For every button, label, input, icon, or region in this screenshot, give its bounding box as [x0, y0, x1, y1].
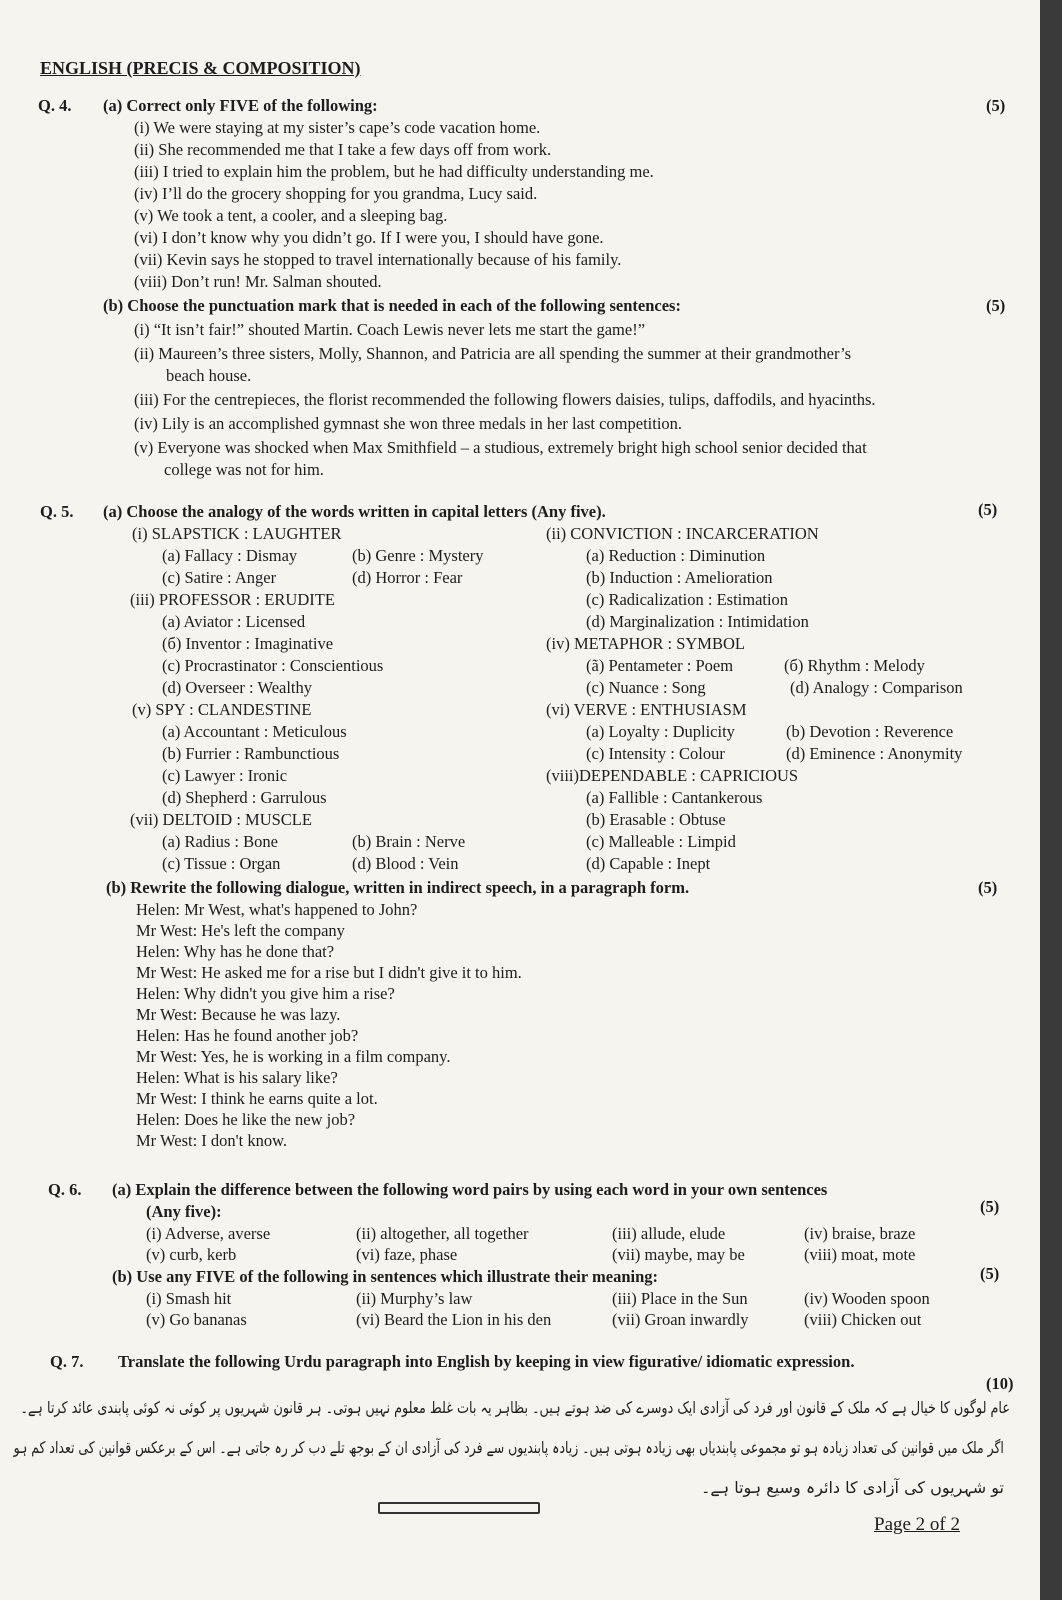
q5a-marks: (5) [978, 500, 998, 519]
q4a-item-4: (iv) I’ll do the grocery shopping for you grandma, Lucy said. [134, 184, 538, 203]
q4b-item-2: (ii) Maureen’s three sisters, Molly, Shannon, and Patricia are all spending the summer at their grandmother’s [134, 344, 852, 363]
analogy-6-b: (b) Devotion : Reverence [786, 722, 954, 741]
analogy-4-stem: (iv) METAPHOR : SYMBOL [546, 634, 745, 653]
analogy-5-c: (c) Lawyer : Ironic [162, 766, 288, 785]
analogy-6-stem: (vi) VERVE : ENTHUSIASM [546, 700, 747, 719]
analogy-8-a: (a) Fallible : Cantankerous [586, 788, 763, 807]
q5b-heading: (b) Rewrite the following dialogue, written in indirect speech, in a paragraph form. [106, 878, 690, 897]
q6-number: Q. 6. [48, 1180, 82, 1199]
analogy-8-c: (c) Malleable : Limpid [586, 832, 736, 851]
q6a-heading-cont: (Any five): [146, 1202, 222, 1221]
analogy-2-stem: (ii) CONVICTION : INCARCERATION [546, 524, 819, 543]
q5-number: Q. 5. [40, 502, 74, 521]
dialogue-line-7: Helen: Has he found another job? [136, 1026, 359, 1045]
analogy-1-d: (d) Horror : Fear [352, 568, 463, 587]
dialogue-line-6: Mr West: Because he was lazy. [136, 1005, 341, 1024]
word-pair-1: (i) Adverse, averse [146, 1224, 271, 1243]
analogy-5-a: (a) Accountant : Meticulous [162, 722, 347, 741]
q4b-heading: (b) Choose the punctuation mark that is needed in each of the following sentences: [103, 296, 681, 315]
q4a-item-3: (iii) I tried to explain him the problem, but he had difficulty understanding me. [134, 162, 654, 181]
analogy-1-stem: (i) SLAPSTICK : LAUGHTER [132, 524, 342, 543]
q7-number: Q. 7. [50, 1352, 84, 1371]
analogy-5-d: (d) Shepherd : Garrulous [162, 788, 327, 807]
q6a-marks: (5) [980, 1197, 1000, 1216]
q6b-heading: (b) Use any FIVE of the following in sentences which illustrate their meaning: [112, 1267, 659, 1286]
q4b-item-5-cont: college was not for him. [164, 460, 324, 479]
analogy-7-a: (a) Radius : Bone [162, 832, 278, 851]
analogy-4-a: (ã) Pentameter : Poem [586, 656, 734, 675]
analogy-5-stem: (v) SPY : CLANDESTINE [132, 700, 312, 719]
q4b-marks: (5) [986, 296, 1006, 315]
scan-edge-shadow [1040, 0, 1062, 1600]
q4a-item-1: (i) We were staying at my sister’s cape’s code vacation home. [134, 118, 541, 137]
q6b-marks: (5) [980, 1264, 1000, 1283]
analogy-3-c: (c) Procrastinator : Conscientious [162, 656, 384, 675]
q5b-marks: (5) [978, 878, 998, 897]
analogy-4-b: (б) Rhythm : Melody [784, 656, 925, 675]
analogy-5-b: (b) Furrier : Rambunctious [162, 744, 340, 763]
word-pair-4: (iv) braise, braze [804, 1224, 916, 1243]
urdu-line-2: اگر ملک میں قوانین کی تعداد زیادہ ہو تو مجموعی پابندیاں بھی زیادہ ہوتی ہیں۔ زیادہ پابندیوں سے فرد کی آزادی ان کے بوجھ تلے دب کر رہ جاتی ہے۔ اس کے برعکس قوانین کی تعداد کم ہو [13, 1438, 1004, 1457]
q4a-marks: (5) [986, 96, 1006, 115]
idiom-5: (v) Go bananas [146, 1310, 247, 1329]
idiom-4: (iv) Wooden spoon [804, 1289, 930, 1308]
analogy-1-c: (c) Satire : Anger [162, 568, 277, 587]
idiom-1: (i) Smash hit [146, 1289, 232, 1308]
idiom-8: (viii) Chicken out [804, 1310, 922, 1329]
analogy-3-stem: (iii) PROFESSOR : ERUDITE [130, 590, 335, 609]
idiom-3: (iii) Place in the Sun [612, 1289, 748, 1308]
word-pair-8: (viii) moat, mote [804, 1245, 916, 1264]
analogy-6-a: (a) Loyalty : Duplicity [586, 722, 735, 741]
idiom-6: (vi) Beard the Lion in his den [356, 1310, 552, 1329]
q7-marks: (10) [986, 1374, 1014, 1393]
analogy-2-c: (c) Radicalization : Estimation [586, 590, 789, 609]
q4b-item-1: (i) “It isn’t fair!” shouted Martin. Coach Lewis never lets me start the game!” [134, 320, 646, 339]
analogy-8-b: (b) Erasable : Obtuse [586, 810, 726, 829]
q4a-item-6: (vi) I don’t know why you didn’t go. If I were you, I should have gone. [134, 228, 604, 247]
analogy-6-c: (c) Intensity : Colour [586, 744, 725, 763]
analogy-1-b: (b) Genre : Mystery [352, 546, 484, 565]
page-number: Page 2 of 2 [874, 1514, 961, 1535]
q4a-item-5: (v) We took a tent, a cooler, and a sleeping bag. [134, 206, 448, 225]
word-pair-2: (ii) altogether, all together [356, 1224, 529, 1243]
dialogue-line-9: Helen: What is his salary like? [136, 1068, 338, 1087]
analogy-3-a: (a) Aviator : Licensed [162, 612, 306, 631]
q4b-item-3: (iii) For the centrepieces, the florist recommended the following flowers daisies, tulips, daffodils, and hyacinths. [134, 390, 876, 409]
urdu-line-1: عام لوگوں کا خیال ہے کہ ملک کے قانون اور فرد کی آزادی ایک دوسرے کی ضد ہوتے ہیں۔ بظاہر یہ بات غلط معلوم نہیں ہوتی۔ ہر قانون شہریوں پر کوئی نہ کوئی پابندی عائد کرتا ہے۔ [20, 1398, 1010, 1417]
dialogue-line-8: Mr West: Yes, he is working in a film company. [136, 1047, 451, 1066]
analogy-6-d: (d) Eminence : Anonymity [786, 744, 963, 763]
q4a-item-7: (vii) Kevin says he stopped to travel internationally because of his family. [134, 250, 622, 269]
dialogue-line-1: Helen: Mr West, what's happened to John? [136, 900, 418, 919]
q5a-heading: (a) Choose the analogy of the words written in capital letters (Any five). [103, 502, 606, 521]
word-pair-6: (vi) faze, phase [356, 1245, 458, 1264]
analogy-7-stem: (vii) DELTOID : MUSCLE [130, 810, 312, 829]
dialogue-line-12: Mr West: I don't know. [136, 1131, 288, 1150]
analogy-7-d: (d) Blood : Vein [352, 854, 459, 873]
idiom-2: (ii) Murphy’s law [356, 1289, 473, 1308]
dialogue-line-11: Helen: Does he like the new job? [136, 1110, 356, 1129]
analogy-3-d: (d) Overseer : Wealthy [162, 678, 313, 697]
dialogue-line-5: Helen: Why didn't you give him a rise? [136, 984, 395, 1003]
analogy-4-d: (d) Analogy : Comparison [790, 678, 963, 697]
word-pair-7: (vii) maybe, may be [612, 1245, 745, 1264]
q4a-heading: (a) Correct only FIVE of the following: [103, 96, 378, 115]
word-pair-5: (v) curb, kerb [146, 1245, 237, 1264]
q4-number: Q. 4. [38, 96, 72, 115]
paper-title: ENGLISH (PRECIS & COMPOSITION) [40, 58, 361, 78]
dialogue-line-3: Helen: Why has he done that? [136, 942, 335, 961]
q7-heading: Translate the following Urdu paragraph into English by keeping in view figurative/ idiomatic expression. [118, 1352, 855, 1371]
q4a-item-8: (viii) Don’t run! Mr. Salman shouted. [134, 272, 382, 291]
dialogue-line-2: Mr West: He's left the company [136, 921, 345, 940]
q4b-item-4: (iv) Lily is an accomplished gymnast she won three medals in her last competition. [134, 414, 683, 433]
q4b-item-2-cont: beach house. [166, 366, 252, 385]
analogy-7-b: (b) Brain : Nerve [352, 832, 466, 851]
analogy-2-a: (a) Reduction : Diminution [586, 546, 766, 565]
end-of-paper-mark [378, 1502, 540, 1514]
dialogue-line-4: Mr West: He asked me for a rise but I didn't give it to him. [136, 963, 522, 982]
analogy-8-stem: (viii)DEPENDABLE : CAPRICIOUS [546, 766, 799, 785]
analogy-2-b: (b) Induction : Amelioration [586, 568, 773, 587]
analogy-2-d: (d) Marginalization : Intimidation [586, 612, 809, 631]
analogy-4-c: (c) Nuance : Song [586, 678, 706, 697]
q6a-heading: (a) Explain the difference between the following word pairs by using each word in your own sentences [112, 1180, 828, 1199]
analogy-1-a: (a) Fallacy : Dismay [162, 546, 298, 565]
idiom-7: (vii) Groan inwardly [612, 1310, 749, 1329]
analogy-8-d: (d) Capable : Inept [586, 854, 711, 873]
q4b-item-5: (v) Everyone was shocked when Max Smithfield – a studious, extremely bright high school senior decided that [134, 438, 867, 457]
analogy-3-b: (б) Inventor : Imaginative [162, 634, 334, 653]
urdu-line-3: تو شہریوں کی آزادی کا دائرہ وسیع ہوتا ہے۔ [701, 1478, 1004, 1497]
q4a-item-2: (ii) She recommended me that I take a few days off from work. [134, 140, 552, 159]
analogy-7-c: (c) Tissue : Organ [162, 854, 281, 873]
dialogue-line-10: Mr West: I think he earns quite a lot. [136, 1089, 378, 1108]
word-pair-3: (iii) allude, elude [612, 1224, 726, 1243]
